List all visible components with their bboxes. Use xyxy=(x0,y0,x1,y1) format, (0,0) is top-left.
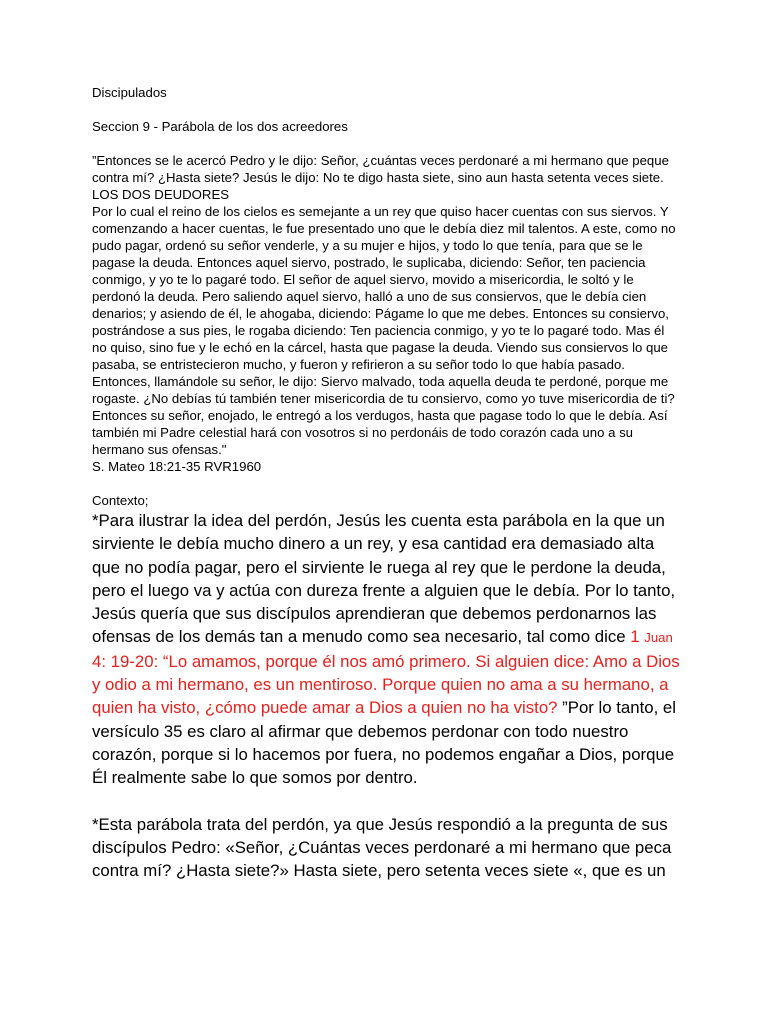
quote-intro: ”Entonces se le acercó Pedro y le dijo: Señor, ¿cuántas veces perdonaré a mi hermano que peque contra mí? ¿Hasta siete? Jesús le dijo: No te digo hasta siete, sino aun hasta setenta veces siete. xyxy=(92,153,669,185)
context-p1-start: *Para ilustrar la idea del perdón, Jesús les cuenta esta parábola en la que un sirviente le debía mucho dinero a un rey, y esa cantidad era demasiado alta que no podía pagar, pero el sirviente le ruega al rey que le perdone la deuda, pero el luego va y actúa con dureza frente a alguien que le debía. Por lo tanto, Jesús quería que sus discípulos aprendieran que debemos perdonarnos las ofensas de los demás tan a menudo como sea necesario, tal como dice xyxy=(92,511,676,647)
spacer xyxy=(92,135,682,152)
scripture-reference-book: Juan xyxy=(644,630,673,646)
parable-text: Por lo cual el reino de los cielos es semejante a un rey que quiso hacer cuentas con sus siervos. Y comenzando a hacer cuentas, le fue presentado uno que le debía diez mil talentos. A este, como no pudo pagar, ordenó su señor venderle, y a su mujer e hijos, y todo lo que tenía, para que se le pagase la deuda. Entonces aquel siervo, postrado, le suplicaba, diciendo: Señor, ten paciencia conmigo, y yo te lo pagaré todo. El señor de aquel siervo, movido a misericordia, le soltó y le perdonó la deuda. Pero saliendo aquel siervo, halló a uno de sus consiervos, que le debía cien denarios; y asiendo de él, le ahogaba, diciendo: Págame lo que me debes. Entonces su consiervo, postrándose a sus pies, le rogaba diciendo: Ten paciencia conmigo, y yo te lo pagaré todo. Mas él no quiso, sino fue y le echó en la cárcel, hasta que pagase la deuda. Viendo sus consiervos lo que pasaba, se entristecieron mucho, y fueron y refirieron a su señor todo lo que había pasado. Entonces, llamándole su señor, le dijo: Siervo malvado, toda aquella deuda te perdoné, porque me rogaste. ¿No debías tú también tener misericordia de tu consiervo, como yo tuve misericordia de ti? Entonces su señor, enojado, le entregó a los verdugos, hasta que pagase todo lo que le debía. Así también mi Padre celestial hará con vosotros si no perdonáis de todo corazón cada uno a su hermano sus ofensas." xyxy=(92,204,676,457)
scripture-quote: 4: 19-20: “Lo amamos, porque él nos amó primero. Si alguien dice: Amo a Dios y odio a mi hermano, es un mentiroso. Porque quien no ama a su hermano, a quien ha visto, ¿cómo puede amar a Dios a quien no ha visto? xyxy=(92,651,680,718)
section-title: Seccion 9 - Parábola de los dos acreedores xyxy=(92,119,348,134)
context-paragraph-2: *Esta parábola trata del perdón, ya que Jesús respondió a la pregunta de sus discípulos Pedro: «Señor, ¿Cuántas veces perdonaré a mi hermano que peca contra mí? ¿Hasta siete?» Hasta siete, pero setenta veces siete «, que es un xyxy=(92,814,672,881)
document-page xyxy=(92,84,682,882)
context-p1-end: ”Por lo tanto, el versículo 35 es claro al afirmar que debemos perdonar con todo nuestro corazón, porque si lo hacemos por fuera, no podemos engañar a Dios, porque Él realmente sabe lo que somos por dentro. xyxy=(92,698,676,788)
spacer xyxy=(92,101,682,118)
scripture-reference-number: 1 xyxy=(630,627,645,647)
context-label: Contexto; xyxy=(92,493,149,508)
citation: S. Mateo 18:21-35 RVR1960 xyxy=(92,459,262,474)
context-paragraph-1 xyxy=(92,509,682,790)
parable-heading: LOS DOS DEUDORES xyxy=(92,187,230,202)
spacer xyxy=(92,475,682,492)
document-heading: Discipulados xyxy=(92,85,167,100)
spacer xyxy=(92,790,682,813)
